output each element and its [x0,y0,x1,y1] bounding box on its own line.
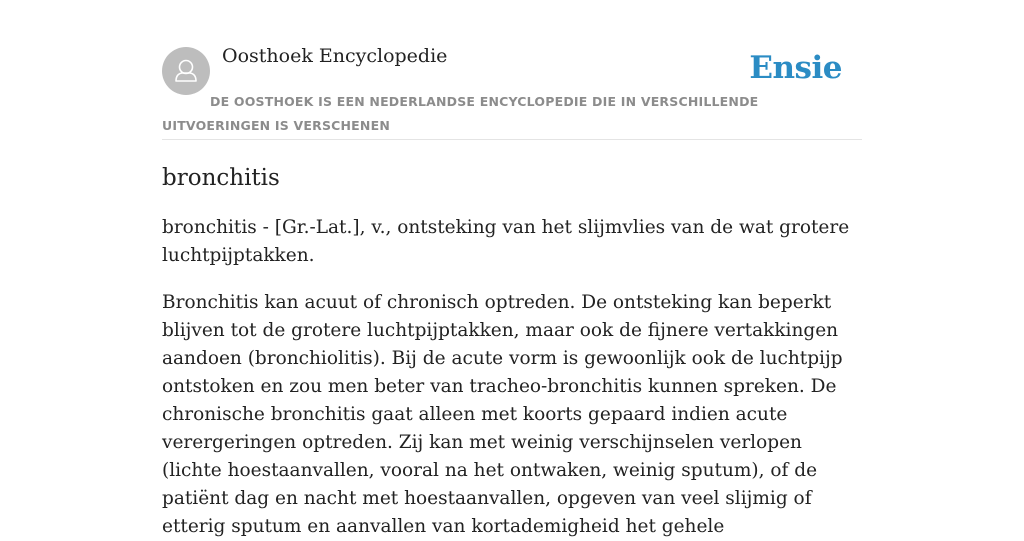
brand-logo-link[interactable]: Ensie [749,50,842,86]
site-tagline: DE OOSTHOEK IS EEN NEDERLANDSE ENCYCLOPEDIE DIE IN VERSCHILLENDE UITVOERINGEN IS VERSCHENEN [162,94,759,133]
site-title[interactable]: Oosthoek Encyclopedie [222,45,448,67]
page [162,0,862,541]
header [162,0,862,140]
user-icon [162,47,210,95]
avatar[interactable] [162,47,210,95]
article-title: bronchitis [162,165,280,191]
article-definition: bronchitis - [Gr.-Lat.], v., ontsteking van het slijmvlies van de wat grotere luchtpijptakken. [162,217,850,266]
article-body-paragraph: Bronchitis kan acuut of chronisch optreden. De ontsteking kan beperkt blijven tot de grotere luchtpijptakken, maar ook de fijnere vertakkingen aandoen (bronchiolitis). Bij de acute vorm is gewoonlijk ook de luchtpijp ontstoken en zou men beter van tracheo-bronchitis kunnen spreken. De chronische bronchitis gaat alleen met koorts gepaard indien acute verergeringen optreden. Zij kan met weinig verschijnselen verlopen (lichte hoestaanvallen, vooral na het ontwaken, weinig sputum), of de patiënt dag en nacht met hoestaanvallen, opgeven van veel slijmig of etterig sputum en aanvallen van kortademigheid het gehele [162,292,843,537]
